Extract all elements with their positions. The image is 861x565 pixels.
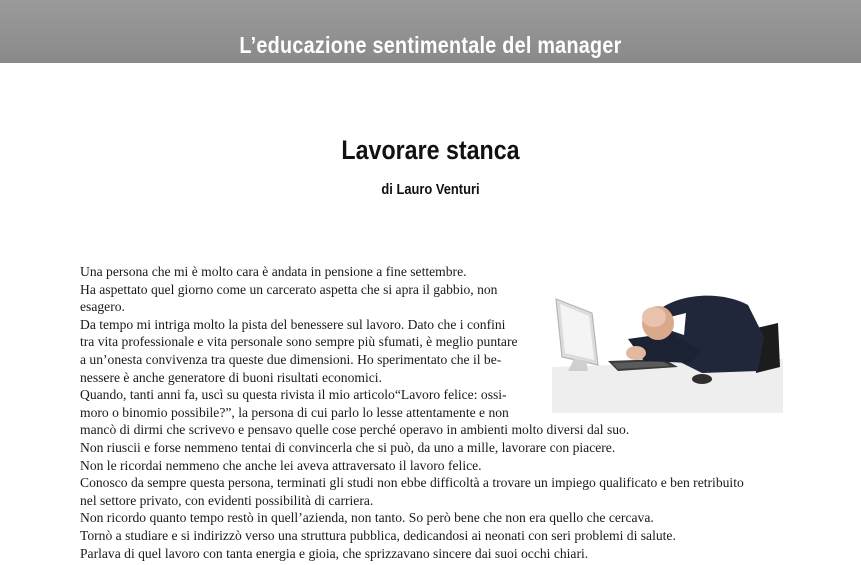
body-line: esagero. bbox=[80, 299, 125, 315]
body-line: nessere è anche generatore di buoni risultati economici. bbox=[80, 369, 382, 385]
body-line: Non le ricordai nemmeno che anche lei aveva attraversato il lavoro felice. bbox=[80, 457, 482, 473]
section-banner bbox=[0, 0, 861, 63]
body-line: a un’onesta convivenza tra queste due dimensioni. Ho sperimentato che il be- bbox=[80, 351, 502, 367]
body-line: Da tempo mi intriga molto la pista del benessere sul lavoro. Dato che i confini bbox=[80, 316, 506, 332]
article-title: Lavorare stanca bbox=[341, 135, 520, 165]
body-line: Conosco da sempre questa persona, terminati gli studi non ebbe difficoltà a trovare un impiego qualificato e ben retribuito bbox=[80, 475, 744, 491]
body-line: mancò di dirmi che scrivevo e pensavo quelle cose perché operavo in ambienti molto diversi dal suo. bbox=[80, 422, 630, 438]
body-line: Ha aspettato quel giorno come un carcerato aspetta che si apra il gabbio, non bbox=[80, 281, 498, 297]
section-title: L’educazione sentimentale del manager bbox=[239, 32, 622, 58]
body-line: tra vita professionale e vita personale sono sempre più sfumati, è meglio puntare bbox=[80, 334, 518, 350]
body-line: nel settore privato, con evidenti possibilità di carriera. bbox=[80, 492, 374, 508]
body-line: Quando, tanti anni fa, uscì su questa rivista il mio articolo“Lavoro felice: ossi- bbox=[80, 387, 507, 403]
body-line: moro o binomio possibile?”, la persona di cui parlo lo lesse attentamente e non bbox=[80, 404, 509, 420]
body-line: Parlava di quel lavoro con tanta energia e gioia, che sprizzavano sincere dai suoi occhi chiari. bbox=[80, 545, 589, 561]
body-line: Tornò a studiare e si indirizzò verso una struttura pubblica, dedicandosi ai neonati con seri problemi di salute. bbox=[80, 527, 676, 543]
body-line: Non riuscii e forse nemmeno tentai di convincerla che si può, da uno a mille, lavorare con piacere. bbox=[80, 439, 616, 455]
man-asleep-on-desk-photo bbox=[552, 287, 783, 413]
body-line: Una persona che mi è molto cara è andata in pensione a fine settembre. bbox=[80, 264, 467, 279]
body-line: Non ricordo quanto tempo restò in quell’azienda, non tanto. So però bene che non era quello che cercava. bbox=[80, 510, 654, 526]
article-author: di Lauro Venturi bbox=[381, 181, 480, 198]
